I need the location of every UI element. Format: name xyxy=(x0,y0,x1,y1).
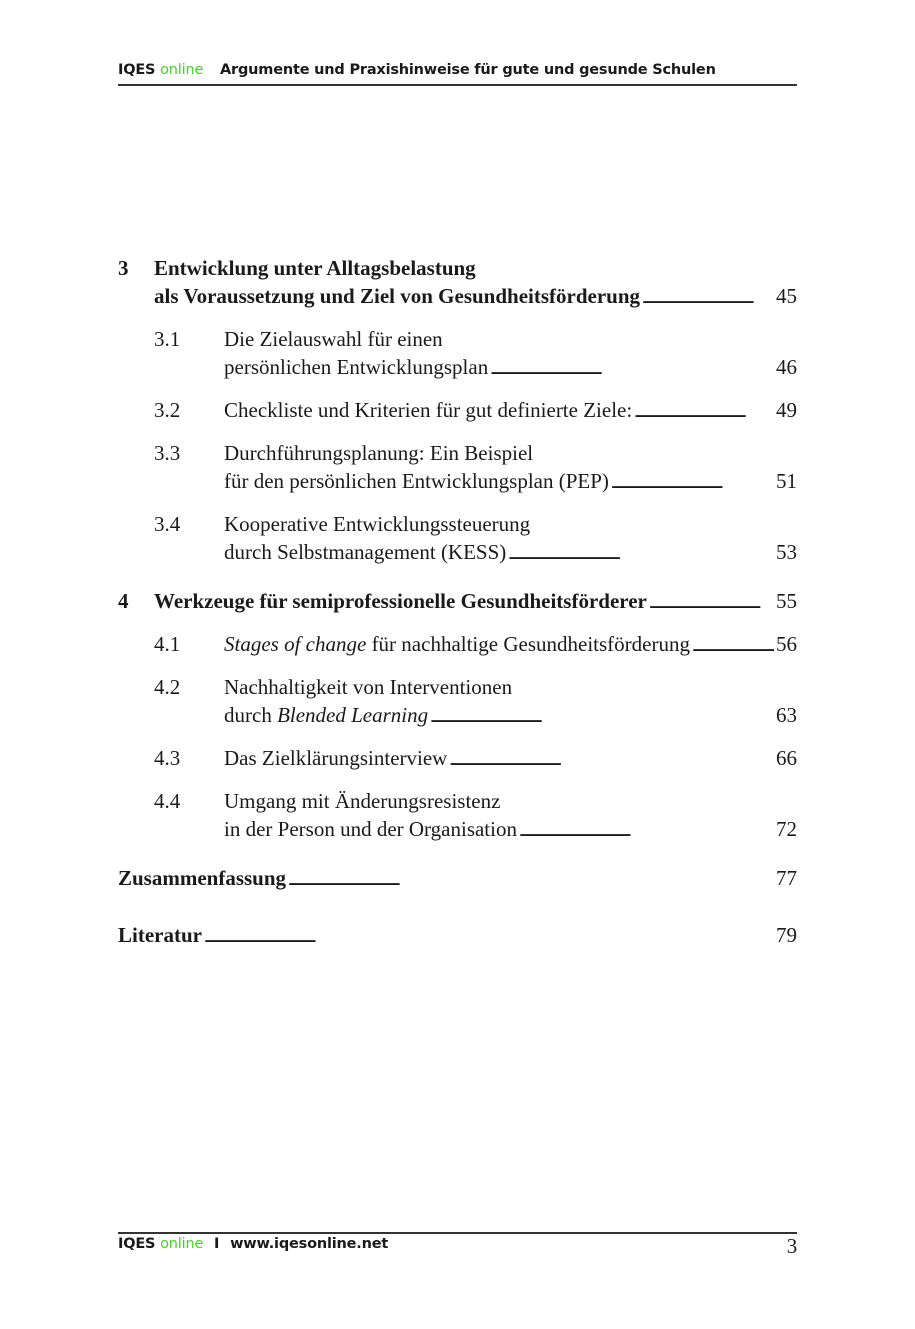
toc-title-line: Literatur xyxy=(118,923,202,947)
toc-title-italic: Stages of change xyxy=(224,632,367,656)
toc-title-line: Nachhaltigkeit von Interventionen xyxy=(224,675,513,699)
toc-title-line: durch Selbstmanagement (KESS) xyxy=(224,540,507,564)
toc-page: 51 xyxy=(776,469,797,493)
leader-dots xyxy=(642,282,774,313)
page-number: 3 xyxy=(786,1234,797,1258)
toc-number: 4.2 xyxy=(154,675,181,699)
toc-section-4-1[interactable] xyxy=(118,630,797,661)
toc-page: 56 xyxy=(776,632,797,656)
toc-title-rest: für nachhaltige Gesundheitsförderung xyxy=(366,632,690,656)
footer-brand: IQES xyxy=(118,1236,156,1252)
leader-dots xyxy=(519,815,774,846)
toc-title-line: Durchführungsplanung: Ein Beispiel xyxy=(224,441,534,465)
leader-dots xyxy=(490,353,774,384)
leader-dots xyxy=(649,587,774,618)
toc-number: 4.4 xyxy=(154,789,181,813)
toc-title-line xyxy=(224,701,428,729)
toc-number: 3.2 xyxy=(154,398,181,422)
toc-section-3-1[interactable] xyxy=(118,325,797,384)
footer-separator: I xyxy=(214,1236,220,1252)
toc-title-line: persönlichen Entwicklungsplan xyxy=(224,355,489,379)
toc-title-line: Die Zielauswahl für einen xyxy=(224,327,443,351)
toc-number: 4.3 xyxy=(154,746,181,770)
toc-title-line: Umgang mit Änderungsresistenz xyxy=(224,789,501,813)
toc-page: 45 xyxy=(776,284,797,308)
header-brand: IQES xyxy=(118,62,156,78)
toc-section-4-2[interactable] xyxy=(118,673,797,732)
toc-number: 3 xyxy=(118,256,129,280)
toc-number: 4.1 xyxy=(154,632,181,656)
toc-title-line: Entwicklung unter Alltagsbelastung xyxy=(154,256,476,280)
leader-dots xyxy=(288,864,774,895)
toc-number: 4 xyxy=(118,589,129,613)
toc-chapter-4[interactable] xyxy=(118,587,797,618)
toc-page: 63 xyxy=(776,703,797,727)
toc-title-line: Zusammenfassung xyxy=(118,866,287,890)
toc-title-line: für den persönlichen Entwicklungsplan (PEP) xyxy=(224,469,609,493)
toc-section-3-4[interactable] xyxy=(118,510,797,569)
leader-dots xyxy=(634,396,774,427)
running-header xyxy=(118,62,797,78)
header-brand-accent: online xyxy=(160,62,204,78)
running-footer xyxy=(118,1234,797,1258)
footer-url[interactable]: www.iqesonline.net xyxy=(230,1236,389,1252)
toc-page: 53 xyxy=(776,540,797,564)
toc-page: 55 xyxy=(776,589,797,613)
toc-page: 49 xyxy=(776,398,797,422)
toc-number: 3.1 xyxy=(154,327,181,351)
leader-dots xyxy=(204,921,774,952)
toc-title-prefix: durch xyxy=(224,703,278,727)
toc-section-3-3[interactable] xyxy=(118,439,797,498)
leader-dots xyxy=(611,467,774,498)
toc-title-line xyxy=(224,630,690,658)
toc-title-italic: Blended Learning xyxy=(277,703,429,727)
toc-title-line: in der Person und der Organisation xyxy=(224,817,517,841)
toc-section-4-3[interactable] xyxy=(118,744,797,775)
leader-dots xyxy=(508,538,774,569)
leader-dots xyxy=(430,701,774,732)
toc-title-line: Das Zielklärungsinterview xyxy=(224,746,448,770)
footer-brand-accent: online xyxy=(160,1236,204,1252)
toc-title-line: Kooperative Entwicklungssteuerung xyxy=(224,512,531,536)
toc-section-4-4[interactable] xyxy=(118,787,797,846)
toc-page: 66 xyxy=(776,746,797,770)
toc-summary[interactable] xyxy=(118,864,797,895)
header-rule xyxy=(118,84,797,86)
table-of-contents xyxy=(118,254,797,952)
toc-page: 72 xyxy=(776,817,797,841)
header-title: Argumente und Praxishinweise für gute und gesunde Schulen xyxy=(220,62,716,78)
toc-chapter-3[interactable] xyxy=(118,254,797,313)
toc-title-line: Checkliste und Kriterien für gut definierte Ziele: xyxy=(224,398,633,422)
toc-title-line: als Voraussetzung und Ziel von Gesundheitsförderung xyxy=(154,284,641,308)
toc-page: 79 xyxy=(776,923,797,947)
toc-title-line: Werkzeuge für semiprofessionelle Gesundheitsförderer xyxy=(154,589,647,613)
toc-literature[interactable] xyxy=(118,921,797,952)
leader-dots xyxy=(449,744,774,775)
toc-number: 3.3 xyxy=(154,441,181,465)
footer-rule xyxy=(118,1232,797,1234)
leader-dots xyxy=(692,630,774,661)
toc-section-3-2[interactable] xyxy=(118,396,797,427)
toc-number: 3.4 xyxy=(154,512,181,536)
toc-page: 46 xyxy=(776,355,797,379)
toc-page: 77 xyxy=(776,866,797,890)
